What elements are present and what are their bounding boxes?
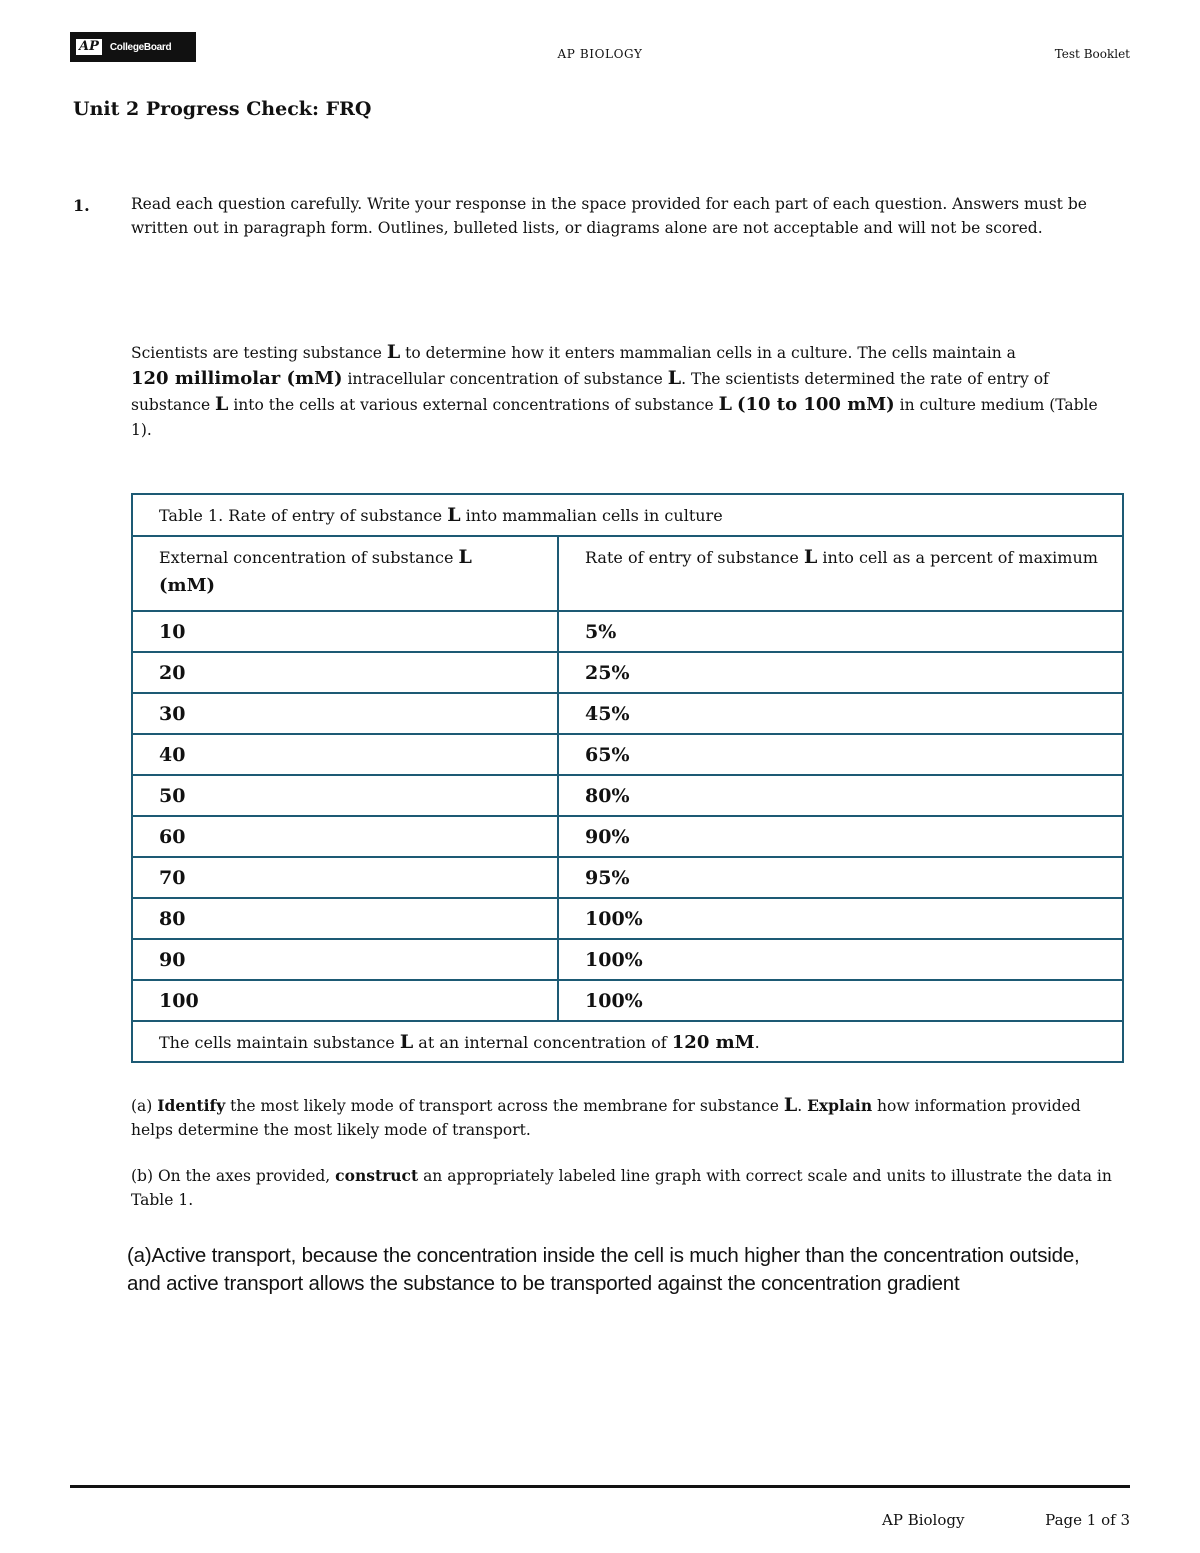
table-row xyxy=(132,652,1123,693)
data-table xyxy=(131,493,1124,1063)
column-header-rate: Rate of entry of substance L into cell as a percent of maximum xyxy=(558,536,1123,611)
column-header-concentration: External concentration of substance L (mM) xyxy=(132,536,558,611)
external-concentration-range: (10 to 100 mM) xyxy=(736,394,895,415)
question-number: 1. xyxy=(73,196,90,215)
rate-cell: 100% xyxy=(558,939,1123,980)
part-a-prompt: (a) Identify the most likely mode of transport across the membrane for substance L. Explain how information provided helps determine the most likely mode of transport. xyxy=(131,1094,1081,1139)
rate-cell: 100% xyxy=(558,980,1123,1021)
ap-logo-mark: AP xyxy=(76,39,102,55)
table-row xyxy=(132,898,1123,939)
concentration-cell: 10 xyxy=(132,611,558,652)
footer-page-number: Page 1 of 3 xyxy=(1045,1511,1130,1529)
rate-cell: 25% xyxy=(558,652,1123,693)
question-scenario: Scientists are testing substance L to determine how it enters mammalian cells in a culture. The cells maintain a 120 millimolar (mM) intracellular concentration of substance L. The scientists determined the rate of entry of substance L into the cells at various external concentrations of substance L (10 to 100 mM) in culture medium (Table 1). xyxy=(131,341,1098,439)
table-row xyxy=(132,611,1123,652)
table-row xyxy=(132,693,1123,734)
concentration-cell: 40 xyxy=(132,734,558,775)
table-row xyxy=(132,939,1123,980)
table-row xyxy=(132,816,1123,857)
table-row xyxy=(132,980,1123,1021)
rate-cell: 80% xyxy=(558,775,1123,816)
table-caption: Table 1. Rate of entry of substance L into mammalian cells in culture xyxy=(132,494,1123,536)
concentration-cell: 20 xyxy=(132,652,558,693)
footer-divider xyxy=(70,1485,1130,1488)
question-instructions: Read each question carefully. Write your response in the space provided for each part of each question. Answers must be written out in paragraph form. Outlines, bulleted lists, or diagrams alone are not acceptable and will not be scored. xyxy=(131,195,1087,237)
student-answer: (a)Active transport, because the concentration inside the cell is much higher than the concentration outside, and active transport allows the substance to be transported against the concentration gradient xyxy=(127,1244,1080,1295)
footer-subject: AP Biology xyxy=(882,1511,965,1529)
rate-cell: 100% xyxy=(558,898,1123,939)
rate-cell: 5% xyxy=(558,611,1123,652)
rate-cell: 95% xyxy=(558,857,1123,898)
table-footer-note: The cells maintain substance L at an internal concentration of 120 mM. xyxy=(132,1021,1123,1062)
concentration-cell: 50 xyxy=(132,775,558,816)
part-b-prompt: (b) On the axes provided, construct an appropriately labeled line graph with correct scale and units to illustrate the data in Table 1. xyxy=(131,1166,1112,1209)
rate-cell: 65% xyxy=(558,734,1123,775)
header-subject: AP BIOLOGY xyxy=(557,47,643,61)
concentration-cell: 80 xyxy=(132,898,558,939)
header-doc-type: Test Booklet xyxy=(1054,47,1130,61)
rate-cell: 90% xyxy=(558,816,1123,857)
table-row xyxy=(132,857,1123,898)
table-row xyxy=(132,734,1123,775)
concentration-cell: 90 xyxy=(132,939,558,980)
table-row xyxy=(132,775,1123,816)
collegeboard-wordmark: CollegeBoard xyxy=(109,41,172,53)
concentration-cell: 60 xyxy=(132,816,558,857)
concentration-cell: 70 xyxy=(132,857,558,898)
concentration-cell: 100 xyxy=(132,980,558,1021)
intracellular-concentration: 120 millimolar (mM) xyxy=(131,368,343,389)
page-title: Unit 2 Progress Check: FRQ xyxy=(73,98,372,120)
concentration-cell: 30 xyxy=(132,693,558,734)
rate-cell: 45% xyxy=(558,693,1123,734)
